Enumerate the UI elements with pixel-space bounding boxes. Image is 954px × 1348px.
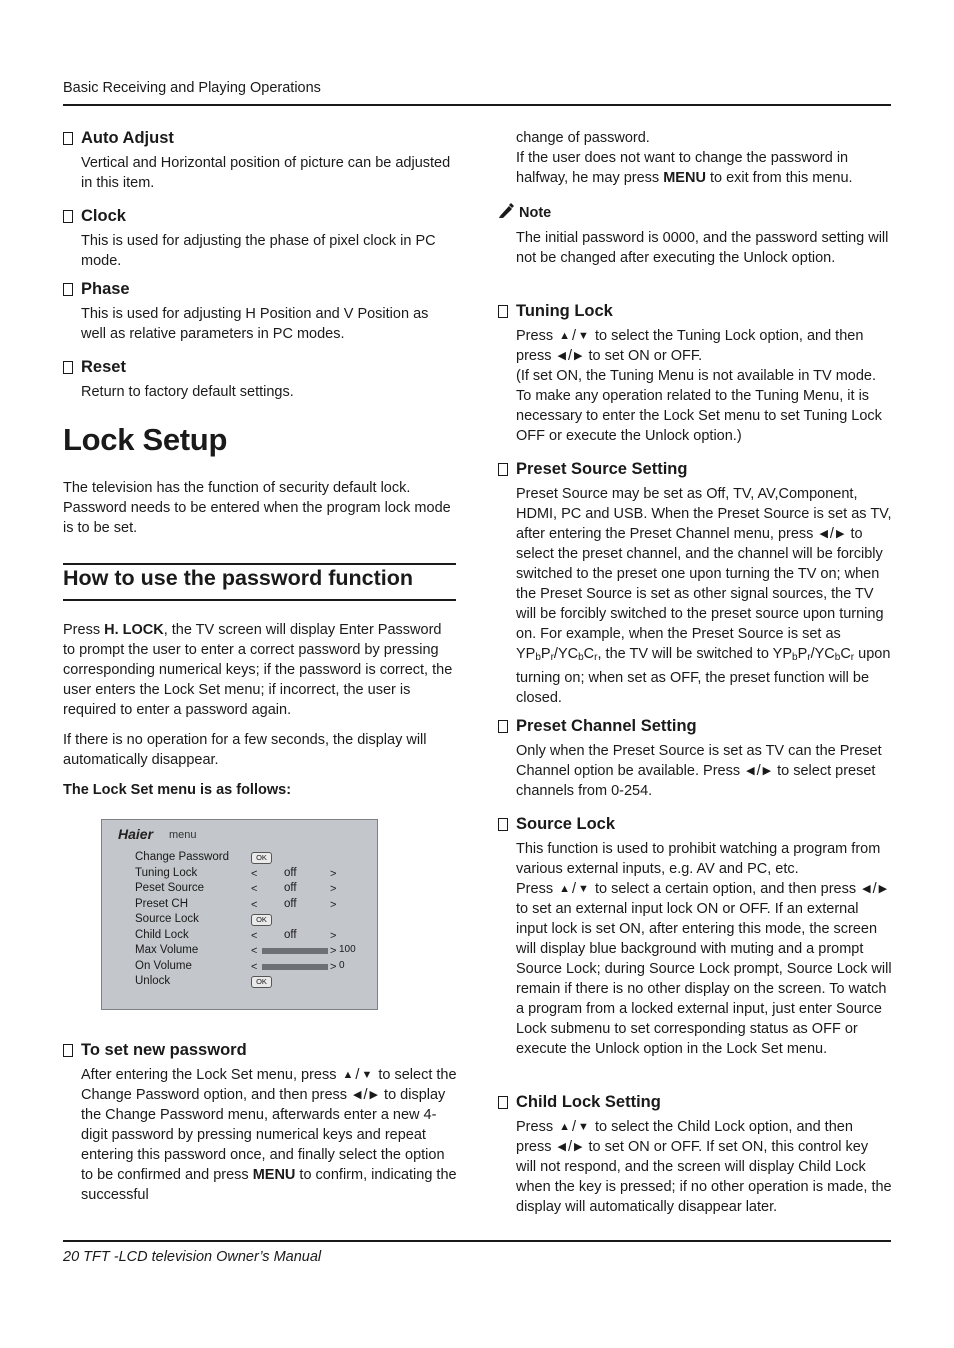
text-run: Only when the Preset Source is set as TV can the Preset Channel option be available. Press: [516, 743, 882, 779]
text-run: upon turning on; when set as OFF, the preset function will be closed.: [516, 646, 891, 706]
lock-set-menu: [101, 819, 378, 1010]
item-preset-source: [498, 459, 892, 708]
checkbox-icon: [498, 305, 508, 318]
right-arrow-icon: ▶: [369, 1089, 379, 1101]
ok-button[interactable]: OK: [251, 914, 272, 926]
right-chevron-icon[interactable]: >: [330, 960, 337, 973]
volume-value: 0: [339, 959, 345, 971]
item-title: Phase: [81, 280, 130, 298]
menu-row[interactable]: [135, 975, 371, 990]
down-arrow-icon: ▼: [578, 1121, 589, 1133]
item-title: Source Lock: [516, 815, 616, 833]
ok-button[interactable]: OK: [251, 852, 272, 864]
checkbox-icon: [498, 463, 508, 476]
menu-row[interactable]: [135, 882, 371, 897]
menu-row-label: Source Lock: [135, 913, 199, 925]
item-body: Vertical and Horizontal position of picture can be adjusted in this item.: [81, 155, 451, 191]
text-run: to exit from this menu.: [705, 170, 853, 186]
right-chevron-icon[interactable]: >: [330, 945, 337, 957]
checkbox-icon: [498, 720, 508, 733]
item-set-new-password: [63, 1040, 457, 1205]
menu-row-label: Tuning Lock: [135, 866, 198, 879]
text-run: Press: [516, 328, 554, 344]
right-chevron-icon[interactable]: >: [330, 929, 337, 942]
text-run: Press: [516, 881, 554, 897]
left-arrow-icon: ◀: [557, 1141, 566, 1153]
item-phase: [63, 279, 457, 344]
haier-logo: Haier: [118, 826, 154, 842]
checkbox-icon: [498, 1096, 508, 1109]
item-reset: [63, 357, 457, 402]
up-arrow-icon: ▲: [559, 883, 570, 895]
key-name: H. LOCK: [104, 622, 164, 638]
left-chevron-icon[interactable]: <: [251, 867, 258, 880]
ok-button[interactable]: OK: [251, 976, 272, 988]
menu-row-value: off: [284, 897, 297, 910]
text-run: to select the preset channel, and the channel will be forcibly switched to the preset one upon turning the TV on; when the Preset Source is set as other signal sources, the TV will be forcibly switched to the preset source upon turning on. For example, when the Preset Source is set as YP: [516, 526, 884, 662]
text-run: , the TV will be switched to YP: [597, 646, 792, 662]
left-arrow-icon: ◀: [862, 883, 871, 895]
text-run: to select a certain option, and then press: [594, 881, 857, 897]
left-arrow-icon: ◀: [353, 1089, 362, 1101]
left-arrow-icon: ◀: [557, 350, 566, 362]
menu-row[interactable]: [135, 944, 371, 959]
note-body: The initial password is 0000, and the password setting will not be changed after executing the Unlock option.: [516, 230, 889, 266]
text-run: to select preset channels from 0-254.: [516, 763, 876, 799]
menu-row-value: off: [284, 882, 297, 894]
item-title: Tuning Lock: [516, 302, 613, 320]
timeout-paragraph: If there is no operation for a few seconds, the display will automatically disappear.: [63, 732, 427, 768]
item-source-lock: [498, 814, 892, 1059]
checkbox-icon: [63, 132, 73, 145]
text-run: Preset Source may be set as Off, TV, AV,Component, HDMI, PC and USB. When the Preset Source is set as TV, after entering the Preset Channel menu, press: [516, 486, 892, 542]
right-chevron-icon[interactable]: >: [330, 883, 337, 895]
right-chevron-icon[interactable]: >: [330, 898, 337, 911]
text-run: This function is used to prohibit watching a program from various external inputs, e.g. AV and PC, etc.: [516, 841, 881, 877]
item-body: Preset Source may be set as Off, TV, AV,Component, HDMI, PC and USB. When the Preset Source is set as TV, after entering the Preset Channel menu, press ◀ / ▶ to select the preset channel, and the channel will be forcibly switched to the preset one upon turning the TV on; when the Preset Source is set as other signal sources, the TV will be forcibly switched to the preset source upon turning on. For example, when the Preset Source is set as $YP_bP_r/YC_bC_r$, the TV will be switched to $YP_bP_r/YC_bC_r$ upon turning on; when set as OFF, the preset function will be closed.: [516, 486, 892, 706]
header-rule: [63, 104, 891, 106]
section-rule-top: [63, 563, 456, 565]
down-arrow-icon: ▼: [578, 883, 589, 895]
text-run: If the user does not want to change the password in halfway, he may press: [516, 150, 849, 186]
text-run: to set ON or OFF. If set ON, this control key will not respond, and the screen will display Child Lock when the key is pressed; if no other operation is made, the display will automatically disappear later.: [516, 1139, 892, 1215]
left-chevron-icon[interactable]: <: [251, 960, 258, 973]
up-arrow-icon: ▲: [559, 330, 570, 342]
item-preset-channel: [498, 716, 892, 801]
section-rule-bottom: [63, 599, 456, 601]
left-chevron-icon[interactable]: <: [251, 929, 258, 942]
left-chevron-icon[interactable]: <: [251, 883, 258, 895]
text-run: After entering the Lock Set menu, press: [81, 1067, 337, 1083]
volume-bar[interactable]: [262, 948, 328, 954]
item-title: Preset Channel Setting: [516, 717, 697, 735]
right-chevron-icon[interactable]: >: [330, 867, 337, 880]
text-run: Press: [516, 1119, 554, 1135]
menu-row-label: Peset Source: [135, 882, 205, 894]
page-title: Lock Setup: [63, 422, 228, 457]
up-arrow-icon: ▲: [559, 1121, 570, 1133]
menu-row-value: off: [284, 928, 297, 941]
menu-row[interactable]: [135, 867, 371, 882]
checkbox-icon: [63, 283, 73, 296]
pencil-icon: [498, 203, 515, 223]
menu-row-label: Unlock: [135, 975, 171, 987]
item-title: Reset: [81, 358, 126, 376]
right-arrow-icon: ▶: [574, 350, 583, 362]
text-run: to set ON or OFF.: [588, 348, 703, 364]
menu-row-value: off: [284, 866, 297, 879]
left-chevron-icon[interactable]: <: [251, 945, 258, 957]
down-arrow-icon: ▼: [578, 330, 589, 342]
text-run: to select the Change Password option, and then press: [81, 1067, 457, 1103]
right-arrow-icon: ▶: [574, 1141, 583, 1153]
menu-row-label: Max Volume: [135, 944, 199, 956]
item-title: Clock: [81, 207, 126, 225]
text-run: change of password.: [516, 130, 650, 146]
checkbox-icon: [63, 361, 73, 374]
left-chevron-icon[interactable]: <: [251, 898, 258, 911]
right-arrow-icon: ▶: [835, 528, 845, 540]
key-name: MENU: [252, 1167, 296, 1183]
continued-paragraph: [516, 128, 892, 188]
item-body: This function is used to prohibit watching a program from various external inputs, e.g. AV and PC, etc. Press ▲ / ▼ to select a certain option, and then press ◀ / ▶ to set an external input lock ON or OFF. If an external input lock is set ON, after entering this mode, the screen will display blue background with muting and a prompt Source Lock; during Source Lock prompt, Source Lock will remain if there is no other display on the screen. To watch a program from a locked external input, just enter Source Lock submenu to set corresponding status as OFF or execute the Unlock option in the Lock Set menu.: [516, 841, 892, 1057]
left-arrow-icon: ◀: [819, 528, 828, 540]
item-body: Return to factory default settings.: [81, 384, 294, 400]
checkbox-icon: [498, 818, 508, 831]
item-auto-adjust: [63, 128, 457, 193]
key-name: MENU: [663, 170, 706, 186]
up-arrow-icon: ▲: [342, 1069, 354, 1081]
menu-caption: The Lock Set menu is as follows:: [63, 782, 292, 798]
volume-bar[interactable]: [262, 964, 328, 970]
text-run: to set an external input lock ON or OFF. If an external input lock is set ON, after entering this mode, the screen will display blue background with muting and a prompt Source Lock; during Source Lock prompt, Source Lock will remain if there is no other display on the screen. To watch a program from a locked external input, just enter Source Lock submenu to set corresponding status as OFF or execute the Unlock option in the Lock Set menu.: [516, 901, 892, 1057]
right-arrow-icon: ▶: [762, 765, 772, 777]
item-tuning-lock: [498, 301, 892, 446]
note-title: Note: [519, 205, 552, 221]
text-run: to select the Child Lock option, and then press: [516, 1119, 853, 1155]
lock-intro: The television has the function of security default lock. Password needs to be entered when the program lock mode is to be set.: [63, 480, 451, 536]
item-clock: [63, 206, 457, 271]
item-child-lock: [498, 1092, 892, 1217]
item-title: Preset Source Setting: [516, 460, 688, 478]
item-body: Only when the Preset Source is set as TV can the Preset Channel option be available. Press ◀ / ▶ to select preset channels from 0-254.: [516, 743, 882, 799]
item-title: Auto Adjust: [81, 129, 174, 147]
menu-row[interactable]: [135, 929, 371, 944]
menu-row-label: Child Lock: [135, 928, 189, 941]
menu-row[interactable]: [135, 851, 371, 866]
menu-row[interactable]: [135, 913, 371, 928]
text-run: , the TV screen will display Enter Password to prompt the user to enter a correct password by pressing corresponding numerical keys; if the password is correct, the user enters the Lock Set menu; if incorrect, the user is required to enter a password again.: [63, 622, 453, 718]
menu-row[interactable]: [135, 960, 371, 975]
item-body: After entering the Lock Set menu, press ▲ / ▼ to select the Change Password option, and then press ◀ / ▶ to display the Change Password menu, afterwards enter a new 4-digit password by pressing numerical keys and repeat entering this password once, and finally select the option to be confirmed and press MENU to confirm, indicating the successful: [81, 1067, 457, 1203]
menu-row-label: On Volume: [135, 959, 192, 972]
text-run: to select the Tuning Lock option, and then press: [516, 328, 864, 364]
item-body: Press ▲ / ▼ to select the Tuning Lock option, and then press ◀ / ▶ to set ON or OFF. (If set ON, the Tuning Menu is not available in TV mode. To make any operation related to the Tuning Menu, it is necessary to enter the Lock Set menu to set Tuning Lock OFF or execute the Unlock option.): [516, 326, 892, 446]
text-run: to display the Change Password menu, afterwards enter a new 4-digit password by pressing numerical keys and repeat entering this password once, and finally select the option to be confirmed and press: [81, 1087, 446, 1183]
checkbox-icon: [63, 210, 73, 223]
left-arrow-icon: ◀: [746, 765, 755, 777]
right-arrow-icon: ▶: [878, 883, 888, 895]
note-heading: [498, 203, 551, 223]
item-title: Child Lock Setting: [516, 1093, 661, 1111]
section-title: How to use the password function: [63, 566, 413, 590]
item-body: This is used for adjusting the phase of pixel clock in PC mode.: [81, 233, 436, 269]
text-run: (If set ON, the Tuning Menu is not available in TV mode. To make any operation related to the Tuning Menu, it is necessary to enter the Lock Set menu to set Tuning Lock OFF or execute the Unlock option.): [516, 368, 882, 444]
text-run: Press: [63, 622, 105, 638]
menu-row-label: Change Password: [135, 851, 229, 863]
item-body: This is used for adjusting H Position and V Position as well as relative parameters in PC modes.: [81, 306, 429, 342]
footer-rule: [63, 1240, 891, 1242]
menu-row-label: Preset CH: [135, 897, 189, 910]
page-footer: 20 TFT -LCD television Owner’s Manual: [63, 1249, 322, 1265]
checkbox-icon: [63, 1044, 73, 1057]
item-title: To set new password: [81, 1041, 247, 1059]
menu-word: menu: [169, 829, 197, 841]
text-run: to confirm, indicating the successful: [81, 1167, 457, 1203]
volume-value: 100: [339, 944, 356, 955]
down-arrow-icon: ▼: [361, 1069, 373, 1081]
password-paragraph: [63, 620, 457, 720]
menu-row[interactable]: [135, 898, 371, 913]
running-header: Basic Receiving and Playing Operations: [63, 80, 321, 96]
item-body: Press ▲ / ▼ to select the Child Lock option, and then press ◀ / ▶ to set ON or OFF. If set ON, this control key will not respond, and the screen will display Child Lock when the key is pressed; if no other operation is made, the display will automatically disappear later.: [516, 1119, 892, 1215]
